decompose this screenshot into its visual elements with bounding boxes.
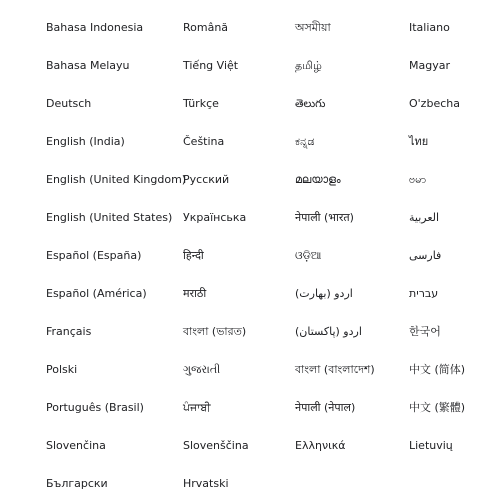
language-option[interactable]: Bahasa Melayu: [46, 59, 130, 72]
language-option[interactable]: বাংলা (ভারত): [183, 325, 247, 338]
language-option[interactable]: ગુજરાતી: [183, 363, 221, 376]
language-option[interactable]: தமிழ்: [295, 59, 322, 72]
language-option[interactable]: Hrvatski: [183, 477, 229, 490]
language-option[interactable]: Italiano: [409, 21, 450, 34]
language-option[interactable]: Slovenčina: [46, 439, 106, 452]
language-column-1: [46, 9, 187, 503]
language-option[interactable]: Polski: [46, 363, 78, 376]
language-option[interactable]: Español (América): [46, 287, 147, 300]
language-option[interactable]: Čeština: [183, 135, 225, 148]
language-option[interactable]: 한국어: [409, 325, 441, 338]
language-option[interactable]: മലയാളം: [295, 173, 341, 186]
language-option[interactable]: Português (Brasil): [46, 401, 144, 414]
language-option[interactable]: English (India): [46, 135, 125, 148]
language-option[interactable]: नेपाली (नेपाल): [295, 401, 356, 414]
language-option[interactable]: नेपाली (भारत): [295, 211, 354, 224]
language-column-3: [295, 9, 425, 465]
language-option[interactable]: Español (España): [46, 249, 142, 262]
language-option[interactable]: ဗမာ: [409, 173, 427, 186]
language-option[interactable]: ଓଡ଼ିଆ: [295, 249, 322, 262]
language-option[interactable]: తెలుగు: [295, 97, 326, 110]
language-option[interactable]: Bahasa Indonesia: [46, 21, 144, 34]
language-option[interactable]: Slovenščina: [183, 439, 249, 452]
language-option[interactable]: اردو (پاکستان): [295, 325, 362, 338]
language-option[interactable]: Lietuvių: [409, 439, 453, 452]
language-option[interactable]: English (United States): [46, 211, 173, 224]
language-option[interactable]: فارسی: [409, 249, 442, 262]
language-option[interactable]: O'zbecha: [409, 97, 460, 110]
language-option[interactable]: Български: [46, 477, 108, 490]
language-option[interactable]: Deutsch: [46, 97, 92, 110]
language-option[interactable]: Русский: [183, 173, 230, 186]
language-option[interactable]: Ελληνικά: [295, 439, 346, 452]
language-option[interactable]: Français: [46, 325, 92, 338]
language-option[interactable]: 中文 (繁體): [409, 401, 466, 414]
language-option[interactable]: Magyar: [409, 59, 450, 72]
language-option[interactable]: Tiếng Việt: [183, 59, 239, 72]
language-option[interactable]: English (United Kingdom): [46, 173, 187, 186]
language-column-2: [183, 9, 313, 503]
language-column-4: [409, 9, 500, 465]
language-option[interactable]: ไทย: [409, 135, 429, 148]
language-option[interactable]: עברית: [409, 287, 439, 300]
language-option[interactable]: हिन्दी: [183, 249, 204, 262]
language-option[interactable]: ಕನ್ನಡ: [295, 135, 315, 148]
language-option[interactable]: العربية: [409, 211, 440, 224]
language-option[interactable]: Українська: [183, 211, 247, 224]
language-option[interactable]: 中文 (简体): [409, 363, 466, 376]
language-option[interactable]: ਪੰਜਾਬੀ: [183, 401, 211, 414]
language-option[interactable]: Türkçe: [183, 97, 219, 110]
language-option[interactable]: मराठी: [183, 287, 207, 300]
language-option[interactable]: Română: [183, 21, 229, 34]
language-option[interactable]: বাংলা (বাংলাদেশ): [295, 363, 375, 376]
language-option[interactable]: اردو (بھارت): [295, 287, 353, 300]
language-option[interactable]: অসমীয়া: [295, 21, 331, 34]
